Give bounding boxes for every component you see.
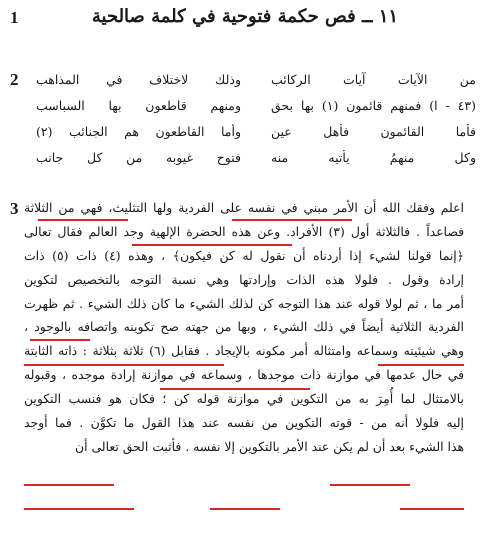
- verse-second-hemistich: وذلك لاختلاف في المذاهب: [36, 71, 241, 87]
- text-line: فصاعداً . فالثلاثة أول (٣) الأفراد. وعن هذه الحضرة الإلهية وجد العالم فقال تعالى: [24, 223, 464, 239]
- underline-annotation: [38, 219, 128, 221]
- underline-annotation: [24, 484, 114, 486]
- underline-annotation: [210, 508, 280, 510]
- prose-paragraph: [24, 196, 464, 459]
- underline-annotation: [24, 364, 224, 366]
- verse-first-hemistich: (٤٣ - ا) فمنهم قائمون (١) بها بحق: [271, 97, 476, 113]
- text-line: ﴿إنما قولنا لشيء إذا أردناه أن نقول له كن فيكون﴾ ، وهذه (٤) ذات (٥) ذات: [24, 247, 464, 263]
- verse-first-hemistich: وكل منهمُ يأتيه منه: [271, 149, 476, 165]
- underline-annotation: [30, 339, 90, 341]
- poem-verse: [36, 66, 476, 92]
- poem-block: [36, 66, 476, 170]
- underline-annotation: [400, 508, 464, 510]
- text-line: الفردية الثلاثية أيضاً في ذلك الشيء ، وبها من جهته صح تكوينه واتصافه بالوجود ،: [24, 319, 464, 335]
- underline-annotation: [330, 484, 410, 486]
- poem-marker: 2: [10, 70, 19, 89]
- text-line: بالامتثال لما أُمِرَ به من التكوين في موازنة قوله كن ؛ فكان هو فنسب التكوين: [24, 391, 464, 407]
- verse-first-hemistich: فأما القائمون فأهل عين: [271, 123, 476, 139]
- text-line: هذا الشيء بعد أن لم يكن عند الأمر بالتكوين إلا نفسه . فأثبت الحق تعالى أن: [75, 438, 464, 454]
- poem-verse: [36, 144, 476, 170]
- text-line: في حال عدمها في موازنة ذات موجدها ، وسماعه في موازنة إرادة موجده ، وقبوله: [24, 367, 464, 383]
- verse-second-hemistich: فتوح غيوبه من كل جانب: [36, 149, 241, 165]
- text-line: اعلم وفقك الله أن الأمر مبني في نفسه على الفردية ولها التثليث، فهي من الثلاثة: [24, 200, 464, 215]
- underline-annotation: [132, 244, 292, 246]
- underline-annotation: [160, 388, 310, 390]
- poem-verse: [36, 92, 476, 118]
- underline-annotation: [378, 364, 464, 366]
- text-line: إرادة وقول . فلولا هذه الذات وإرادتها وهي نسبة التوجه بالتخصيص لتكوين: [24, 271, 464, 287]
- text-line: أمر ما ، ثم لولا قوله عند هذا التوجه كن لذلك الشيء ما كان ذلك الشيء . ثم ظهرت: [24, 295, 464, 311]
- text-line: إليه فلولا أنه من - قوته التكوين من نفسه عند هذا القول ما تكوَّن . فما أوجد: [24, 415, 464, 431]
- chapter-title: ١١ ــ فص حكمة فتوحية في كلمة صالحية: [91, 6, 399, 27]
- underline-annotation: [232, 219, 352, 221]
- page-marker: 1: [10, 8, 19, 27]
- poem-verse: [36, 118, 476, 144]
- paragraph-marker: 3: [10, 199, 19, 218]
- underline-annotation: [24, 508, 134, 510]
- verse-second-hemistich: وأما القاطعون هم الجنائب (٢): [36, 123, 241, 139]
- verse-first-hemistich: من الآيات آيات الركائب: [271, 71, 476, 87]
- text-line: وهي شيئيته وسماعه وامتثاله أمر مكونه بالإيجاد . فقابل (٦) ثلاثة بثلاثة : ذاته الثابتة: [24, 343, 464, 359]
- verse-second-hemistich: ومنهم قاطعون بها السباسب: [36, 97, 241, 113]
